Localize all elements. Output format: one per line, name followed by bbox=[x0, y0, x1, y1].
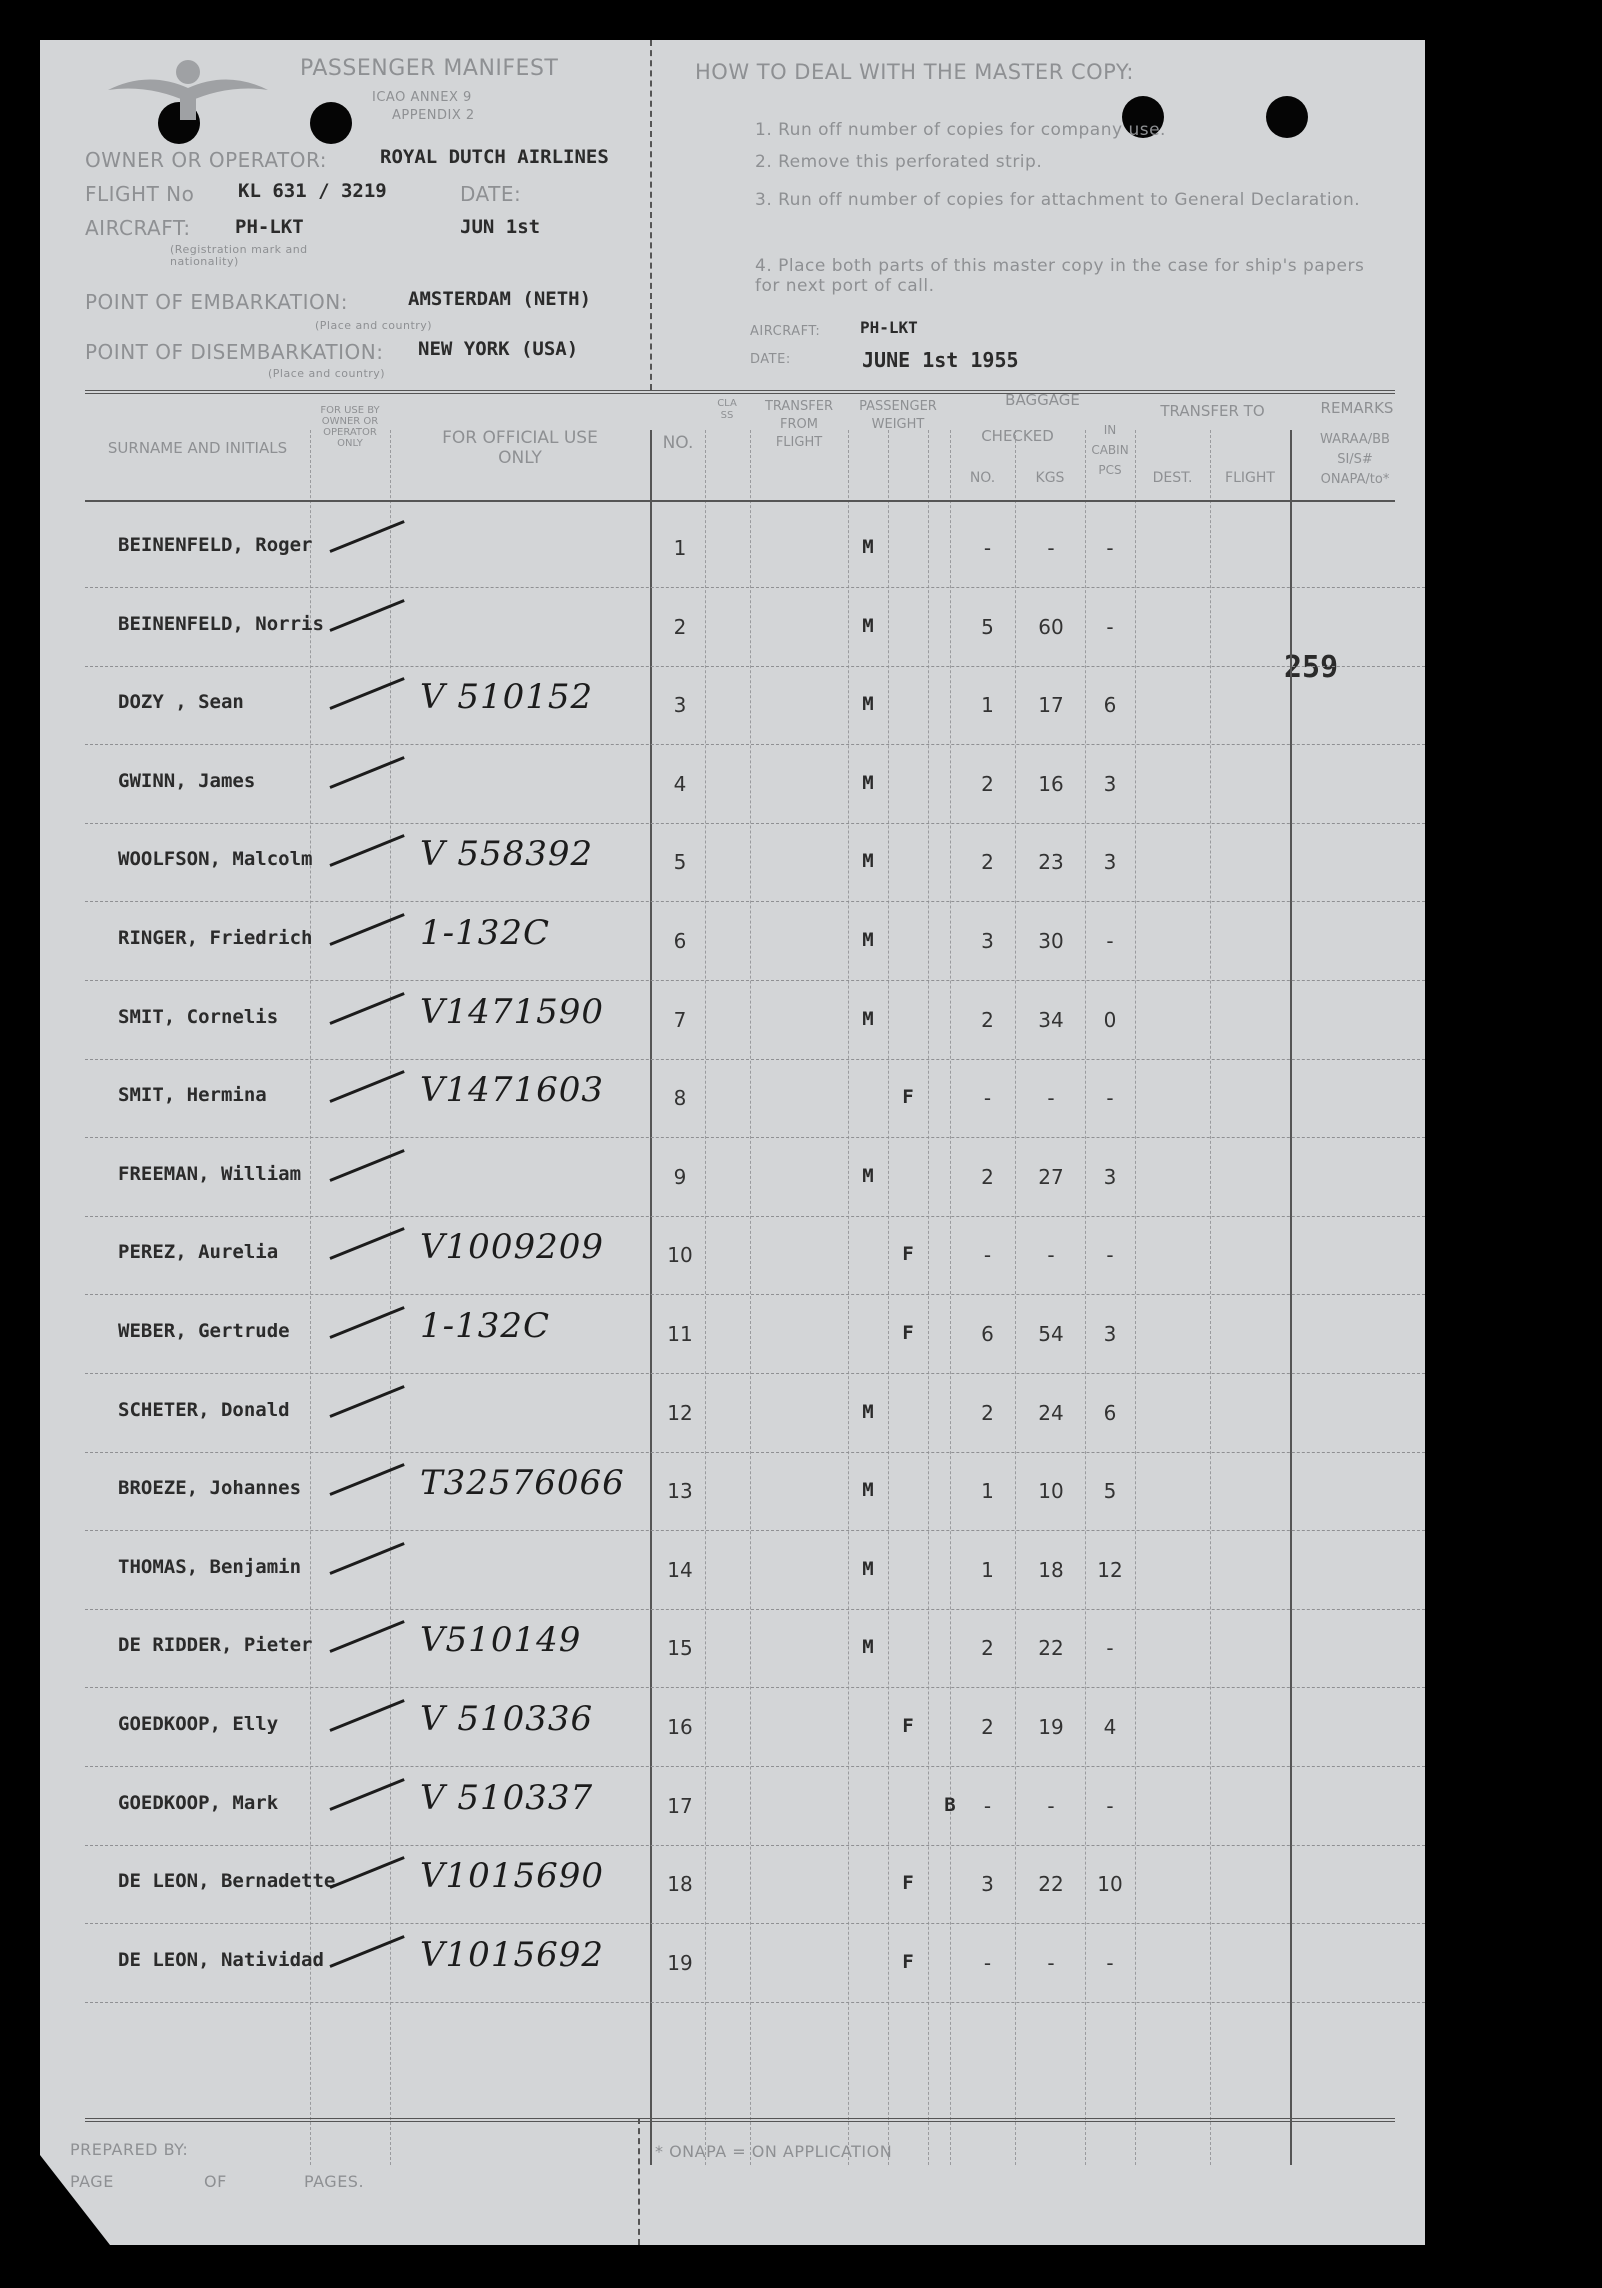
aircraft-label: AIRCRAFT: bbox=[85, 216, 191, 240]
gender-male: M bbox=[862, 771, 874, 794]
gender-female: F bbox=[902, 1243, 914, 1266]
passenger-row bbox=[40, 1296, 1425, 1374]
col-owner-use: FOR USE BY OWNER OR OPERATOR ONLY bbox=[320, 405, 380, 449]
col-remarks: REMARKS bbox=[1320, 399, 1394, 417]
passenger-row bbox=[40, 589, 1425, 667]
official-number: V 510152 bbox=[420, 677, 594, 718]
baggage-kgs: 23 bbox=[1038, 850, 1064, 875]
checkmark bbox=[330, 834, 410, 871]
instr-date-label: DATE: bbox=[750, 352, 791, 367]
checkmark bbox=[330, 1778, 410, 1815]
instruction-3: 3. Run off number of copies for attachment to General Declaration. bbox=[755, 190, 1361, 210]
col-remarks-sub: WARAA/BB SI/S# ONAPA/to* bbox=[1320, 432, 1390, 487]
of-label: OF bbox=[204, 2172, 227, 2191]
passenger-name: SMIT, Cornelis bbox=[118, 1005, 279, 1028]
official-number: 1-132C bbox=[420, 913, 551, 953]
cabin-pieces: 6 bbox=[1103, 1400, 1117, 1425]
gender-male: M bbox=[862, 1400, 874, 1423]
gender-male: M bbox=[862, 1007, 874, 1030]
passenger-number: 4 bbox=[673, 771, 687, 796]
cabin-pieces: 3 bbox=[1103, 1322, 1117, 1346]
baggage-kgs: 10 bbox=[1038, 1479, 1064, 1504]
onapa-note: * ONAPA = ON APPLICATION bbox=[655, 2142, 893, 2161]
passenger-number: 7 bbox=[673, 1007, 687, 1032]
passenger-name: DE LEON, Bernadette bbox=[118, 1870, 336, 1893]
baggage-kgs: - bbox=[1047, 536, 1055, 560]
cabin-pieces: - bbox=[1106, 614, 1114, 639]
checkmark bbox=[330, 1463, 410, 1500]
instruction-1: 1. Run off number of copies for company use. bbox=[755, 120, 1166, 140]
official-number: V1471590 bbox=[420, 991, 604, 1032]
passenger-name: THOMAS, Benjamin bbox=[118, 1555, 302, 1578]
manifest-sheet bbox=[40, 40, 1425, 2245]
child-mark: B bbox=[944, 1793, 956, 1816]
prepared-by-label: PREPARED BY: bbox=[70, 2140, 189, 2159]
col-kgs: KGS bbox=[1035, 470, 1065, 486]
passenger-number: 13 bbox=[667, 1479, 693, 1504]
table-top-border bbox=[85, 390, 1395, 394]
cabin-pieces: 5 bbox=[1103, 1479, 1117, 1504]
col-transfer-from: TRANSFER FROM FLIGHT bbox=[764, 399, 834, 450]
passenger-number: 8 bbox=[673, 1086, 687, 1111]
passenger-name: DE RIDDER, Pieter bbox=[118, 1634, 313, 1657]
disembark-note: (Place and country) bbox=[268, 367, 386, 380]
checkmark bbox=[330, 1620, 410, 1657]
instruction-4: 4. Place both parts of this master copy in the case for ship's papers for next port of call. bbox=[755, 256, 1365, 296]
table-bottom-border bbox=[85, 2118, 1395, 2122]
baggage-kgs: - bbox=[1047, 1793, 1055, 1818]
passenger-row bbox=[40, 1925, 1425, 2003]
passenger-number: 1 bbox=[673, 536, 687, 560]
baggage-count: - bbox=[983, 1793, 992, 1818]
passenger-row bbox=[40, 1060, 1425, 1138]
baggage-count: 2 bbox=[981, 1636, 994, 1661]
disembark-label: POINT OF DISEMBARKATION: bbox=[85, 340, 384, 364]
gender-male: M bbox=[862, 929, 874, 951]
passenger-name: BROEZE, Johannes bbox=[118, 1477, 302, 1500]
date-value: JUN 1st bbox=[460, 216, 541, 238]
owner-value: ROYAL DUTCH AIRLINES bbox=[380, 146, 609, 168]
official-number: V 510337 bbox=[420, 1777, 594, 1818]
baggage-kgs: 34 bbox=[1038, 1007, 1064, 1032]
passenger-number: 5 bbox=[673, 850, 687, 875]
checkmark bbox=[330, 1306, 410, 1343]
passenger-row bbox=[40, 903, 1425, 981]
official-number: V 558392 bbox=[420, 834, 594, 875]
checkmark bbox=[330, 677, 410, 714]
instruction-2: 2. Remove this perforated strip. bbox=[755, 152, 1043, 172]
passenger-number: 6 bbox=[673, 929, 687, 953]
passenger-number: 16 bbox=[667, 1715, 693, 1739]
passenger-row bbox=[40, 1846, 1425, 1924]
baggage-count: 1 bbox=[981, 1557, 994, 1582]
klm-crest-logo bbox=[98, 50, 278, 130]
passenger-name: DOZY , Sean bbox=[118, 691, 244, 714]
baggage-kgs: 54 bbox=[1038, 1322, 1064, 1346]
gender-male: M bbox=[862, 850, 874, 873]
baggage-count: 2 bbox=[981, 1164, 994, 1189]
gender-female: F bbox=[902, 1086, 914, 1109]
baggage-count: - bbox=[983, 1086, 992, 1111]
pages-label: PAGES. bbox=[304, 2172, 365, 2191]
baggage-count: 2 bbox=[981, 1400, 994, 1425]
passenger-number: 15 bbox=[667, 1636, 693, 1661]
baggage-count: 1 bbox=[981, 1479, 994, 1504]
checkmark bbox=[330, 756, 410, 793]
cabin-pieces: - bbox=[1106, 536, 1114, 560]
baggage-kgs: 19 bbox=[1038, 1715, 1064, 1739]
aircraft-note: (Registration mark and nationality) bbox=[170, 243, 308, 268]
col-class: CLASS bbox=[717, 398, 737, 421]
checkmark bbox=[330, 599, 410, 636]
baggage-count: 2 bbox=[981, 850, 994, 875]
passenger-number: 10 bbox=[667, 1243, 693, 1268]
baggage-kgs: - bbox=[1047, 1243, 1055, 1268]
official-number: V1009209 bbox=[420, 1227, 604, 1268]
cabin-pieces: 3 bbox=[1103, 771, 1117, 796]
checkmark bbox=[330, 1070, 410, 1107]
flight-label: FLIGHT No bbox=[85, 182, 195, 206]
baggage-count: 3 bbox=[981, 929, 994, 953]
baggage-kgs: 16 bbox=[1038, 771, 1064, 796]
passenger-name: GWINN, James bbox=[118, 769, 256, 792]
baggage-kgs: 30 bbox=[1038, 929, 1064, 953]
gender-female: F bbox=[902, 1872, 914, 1895]
baggage-count: 2 bbox=[981, 1007, 994, 1032]
page-label: PAGE bbox=[70, 2172, 114, 2191]
checkmark bbox=[330, 1385, 410, 1422]
passenger-number: 19 bbox=[667, 1950, 693, 1975]
cabin-pieces: - bbox=[1106, 1636, 1114, 1661]
col-transfer-to: TRANSFER TO bbox=[1160, 402, 1265, 420]
passenger-row bbox=[40, 1217, 1425, 1295]
col-checked: CHECKED bbox=[981, 427, 1054, 445]
baggage-count: 2 bbox=[981, 771, 994, 796]
checkmark bbox=[330, 1542, 410, 1579]
cabin-pieces: - bbox=[1106, 1950, 1114, 1975]
disembark-value: NEW YORK (USA) bbox=[418, 338, 579, 360]
embark-note: (Place and country) bbox=[315, 319, 433, 332]
col-bag-no: NO. bbox=[969, 470, 996, 486]
instr-aircraft-value: PH-LKT bbox=[860, 318, 918, 337]
gender-male: M bbox=[862, 614, 874, 637]
passenger-name: PEREZ, Aurelia bbox=[118, 1241, 279, 1264]
appendix: APPENDIX 2 bbox=[392, 108, 475, 123]
punch-hole bbox=[1266, 96, 1308, 138]
passenger-row bbox=[40, 1689, 1425, 1767]
passenger-row bbox=[40, 1453, 1425, 1531]
owner-label: OWNER OR OPERATOR: bbox=[85, 148, 327, 172]
passenger-number: 17 bbox=[667, 1793, 693, 1818]
passenger-row bbox=[40, 982, 1425, 1060]
form-title: PASSENGER MANIFEST bbox=[300, 56, 559, 81]
baggage-kgs: 22 bbox=[1038, 1636, 1064, 1661]
embark-label: POINT OF EMBARKATION: bbox=[85, 290, 348, 314]
passenger-row bbox=[40, 1375, 1425, 1453]
gender-male: M bbox=[862, 536, 874, 558]
baggage-kgs: - bbox=[1047, 1950, 1055, 1975]
passenger-row bbox=[40, 1139, 1425, 1217]
checkmark bbox=[330, 1227, 410, 1264]
gender-male: M bbox=[862, 1636, 874, 1659]
passenger-row bbox=[40, 1768, 1425, 1846]
baggage-kgs: 27 bbox=[1038, 1164, 1064, 1189]
baggage-count: - bbox=[983, 1243, 992, 1268]
passenger-number: 11 bbox=[667, 1322, 693, 1346]
passenger-row bbox=[40, 510, 1425, 588]
col-in-cabin: IN CABIN PCS bbox=[1091, 423, 1129, 477]
passenger-number: 9 bbox=[673, 1164, 687, 1189]
checkmark bbox=[330, 913, 410, 950]
passenger-row bbox=[40, 1532, 1425, 1610]
embark-value: AMSTERDAM (NETH) bbox=[408, 288, 592, 310]
official-number: T32576066 bbox=[420, 1463, 625, 1504]
baggage-count: 1 bbox=[981, 693, 994, 718]
row-separator bbox=[85, 2002, 1425, 2003]
col-dest: DEST. bbox=[1152, 470, 1193, 486]
cabin-pieces: - bbox=[1106, 1086, 1114, 1111]
punch-hole bbox=[310, 102, 352, 144]
col-baggage: BAGGAGE bbox=[1005, 391, 1080, 409]
col-passenger-weight: PASSENGER WEIGHT bbox=[859, 399, 937, 432]
aircraft-value: PH-LKT bbox=[235, 216, 304, 238]
baggage-kgs: 60 bbox=[1038, 614, 1064, 639]
baggage-count: - bbox=[983, 536, 992, 560]
passenger-number: 3 bbox=[673, 693, 687, 718]
passenger-name: WEBER, Gertrude bbox=[118, 1320, 290, 1342]
checkmark bbox=[330, 1856, 410, 1893]
passenger-name: GOEDKOOP, Elly bbox=[118, 1713, 279, 1735]
passenger-number: 18 bbox=[667, 1872, 693, 1897]
passenger-row bbox=[40, 824, 1425, 902]
header-divider bbox=[650, 40, 652, 390]
passenger-number: 2 bbox=[673, 614, 687, 639]
cabin-pieces: - bbox=[1106, 1243, 1114, 1268]
col-surname: SURNAME AND INITIALS bbox=[107, 439, 288, 457]
cabin-pieces: 10 bbox=[1097, 1872, 1123, 1897]
official-number: V510149 bbox=[420, 1620, 582, 1661]
cabin-pieces: 3 bbox=[1103, 1164, 1117, 1189]
footer-divider bbox=[638, 2118, 640, 2245]
official-number: V1015690 bbox=[420, 1856, 604, 1897]
cabin-pieces: 3 bbox=[1103, 850, 1117, 875]
date-label: DATE: bbox=[460, 182, 522, 206]
baggage-kgs: 18 bbox=[1038, 1557, 1064, 1582]
passenger-name: FREEMAN, William bbox=[118, 1162, 302, 1185]
official-number: V1015692 bbox=[420, 1934, 604, 1975]
gender-female: F bbox=[902, 1950, 914, 1973]
gender-female: F bbox=[902, 1322, 914, 1344]
cabin-pieces: 0 bbox=[1103, 1007, 1117, 1032]
checkmark bbox=[330, 1699, 410, 1736]
passenger-name: BEINENFELD, Roger bbox=[118, 534, 313, 556]
gender-male: M bbox=[862, 693, 874, 716]
passenger-name: WOOLFSON, Malcolm bbox=[118, 848, 313, 871]
header-bottom-line bbox=[85, 500, 1395, 502]
baggage-count: 5 bbox=[981, 614, 994, 639]
passenger-row bbox=[40, 1610, 1425, 1688]
cabin-pieces: 6 bbox=[1103, 693, 1117, 718]
official-number: V 510336 bbox=[420, 1699, 594, 1739]
passenger-name: SMIT, Hermina bbox=[118, 1084, 267, 1107]
flight-value: KL 631 / 3219 bbox=[238, 180, 387, 202]
gender-male: M bbox=[862, 1164, 874, 1187]
instructions-title: HOW TO DEAL WITH THE MASTER COPY: bbox=[695, 60, 1134, 84]
checkmark bbox=[330, 1935, 410, 1972]
instr-date-value: JUNE 1st 1955 bbox=[862, 348, 1019, 372]
passenger-name: RINGER, Friedrich bbox=[118, 927, 313, 949]
cabin-pieces: 12 bbox=[1097, 1557, 1123, 1582]
passenger-row bbox=[40, 746, 1425, 824]
gender-female: F bbox=[902, 1715, 914, 1737]
cabin-pieces: 4 bbox=[1103, 1715, 1117, 1739]
icao-annex: ICAO ANNEX 9 bbox=[372, 90, 472, 105]
official-number: 1-132C bbox=[420, 1306, 551, 1346]
baggage-count: 2 bbox=[981, 1715, 994, 1739]
passenger-number: 12 bbox=[667, 1400, 693, 1425]
passenger-name: SCHETER, Donald bbox=[118, 1398, 290, 1421]
passenger-name: DE LEON, Natividad bbox=[118, 1948, 324, 1971]
col-flight: FLIGHT bbox=[1225, 470, 1275, 486]
baggage-count: 6 bbox=[981, 1322, 994, 1346]
passenger-number: 14 bbox=[667, 1557, 693, 1582]
col-official: FOR OFFICIAL USE ONLY bbox=[442, 428, 598, 468]
cabin-pieces: - bbox=[1106, 1793, 1114, 1818]
baggage-kgs: 17 bbox=[1038, 693, 1064, 718]
baggage-count: - bbox=[983, 1950, 992, 1975]
official-number: V1471603 bbox=[420, 1070, 604, 1111]
checkmark bbox=[330, 1149, 410, 1186]
baggage-count: 3 bbox=[981, 1872, 994, 1897]
gender-male: M bbox=[862, 1557, 874, 1580]
checkmark bbox=[330, 992, 410, 1029]
passenger-row bbox=[40, 667, 1425, 745]
gender-male: M bbox=[862, 1479, 874, 1502]
passenger-name: GOEDKOOP, Mark bbox=[118, 1791, 279, 1814]
passenger-name: BEINENFELD, Norris bbox=[118, 612, 324, 635]
col-no: NO. bbox=[662, 433, 694, 453]
stamped-number: 259 bbox=[1284, 650, 1339, 685]
cabin-pieces: - bbox=[1106, 929, 1114, 953]
baggage-kgs: - bbox=[1047, 1086, 1055, 1111]
baggage-kgs: 22 bbox=[1038, 1872, 1064, 1897]
instr-aircraft-label: AIRCRAFT: bbox=[750, 324, 821, 339]
baggage-kgs: 24 bbox=[1038, 1400, 1064, 1425]
checkmark bbox=[330, 520, 410, 557]
